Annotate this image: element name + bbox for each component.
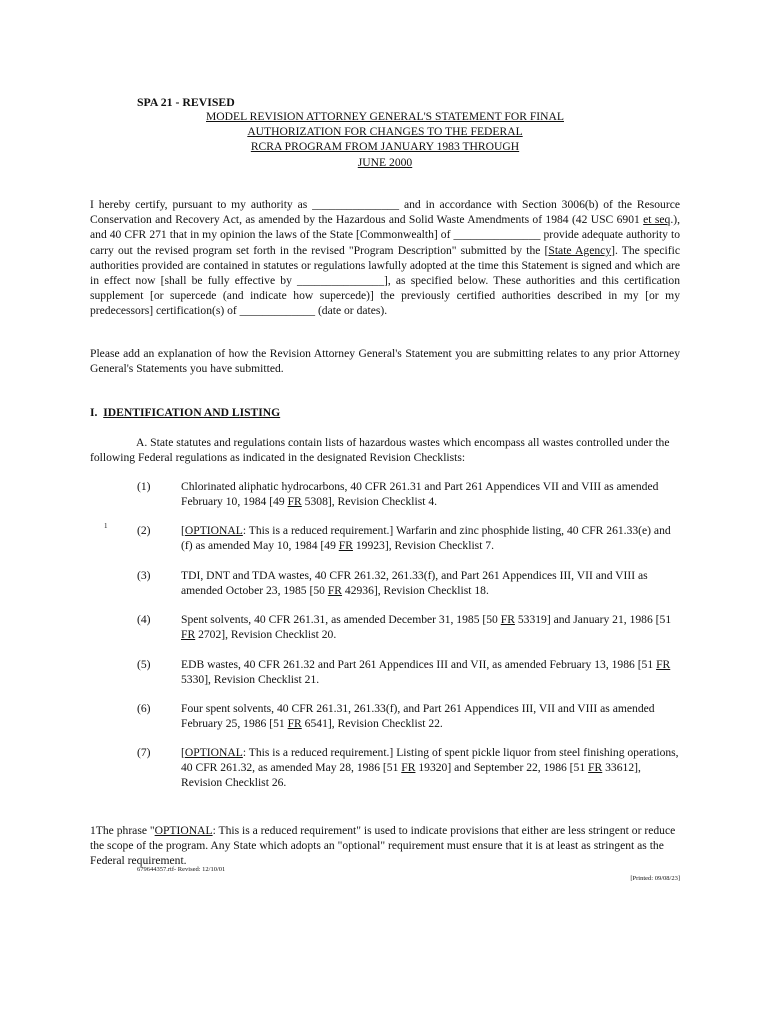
section-heading: I. IDENTIFICATION AND LISTING bbox=[90, 406, 281, 419]
document-id: 679644357.rtf- Revised: 12/10/01 bbox=[137, 866, 226, 873]
document-title bbox=[90, 109, 680, 170]
printed-date: [Printed: 09/08/23] bbox=[630, 875, 680, 882]
title-line: AUTHORIZATION FOR CHANGES TO THE FEDERAL bbox=[247, 125, 523, 139]
state-agency: State Agency bbox=[548, 243, 612, 257]
document-page: SPA 21 - REVISED MODEL REVISION ATTORNEY GENERAL'S STATEMENT FOR FINAL AUTHORIZATION FOR CHANGES TO THE FEDERAL RCRA PROGRAM FROM JANUARY 1983 THROUGH JUNE 2000 I hereby certify, pursuant to my authority as _______________ and in accordance with Section 3006(b) of the Resource Conservation and Recovery Act, as amended by the Hazardous and Solid Waste Amendments of 1984 (42 USC 6901 et seq.), and 40 CFR 271 that in my opinion the laws of the State [Commonwealth] of _______________ provide adequate authority to carry out the revised program set forth in the revised "Program Description" submitted by the [State Agency]. The specific authorities provided are contained in statutes or regulations lawfully adopted at the time this Statement is signed and which are in effect now [shall be fully effective by _______________], as specified below. These authorities and this certification supplement [or supercede (and indicate how supercede)] the previously certified authorities described in my [or my predecessors] certification(s) of _____________ (date or dates). Please add an explanation of how the Revision Attorney General's Statement you are submitting relates to any prior Attorney General's Statements you have submitted. I. IDENTIFICATION AND LISTING A. State statutes and regulations contain lists of hazardous wastes which encompass all wastes controlled under the following Federal regulations as indicated in the designated Revision Checklists: 1 (1) Chlorinated aliphatic hydrocarbons, 40 CFR 261.31 and Part 261 Appendices VII and VIII as amended February 10, 1984 [49 FR 5308], Revision Checklist 4. (2) [OPTIONAL: This is a reduced requirement.] Warfarin and zinc phosphide listing, 40 CFR 261.33(e) and (f) as amended May 10, 1984 [49 FR 19923], Revision Checklist 7. (3) TDI, DNT and TDA wastes, 40 CFR 261.32, 261.33(f), and Part 261 Appendices III, VII and VIII as amended October 23, 1985 [50 FR 42936], Revision Checklist 18. (4) Spent solvents, 40 CFR 261.31, as amended December 31, 1985 [50 FR 53319] and January 21, 1986 [51 FR 2702], Revision Checklist 20. (5) EDB wastes, 40 CFR 261.32 and Part 261 Appendices III and VII, as amended February 13, 1986 [51 FR 5330], Revision Checklist 21. (6) Four spent solvents, 40 CFR 261.31, 261.33(f), and Part 261 Appendices III, VII and VIII as amended February 25, 1986 [51 FR 6541], Revision Checklist 22. (7) [OPTIONAL: This is a reduced requirement.] Listing of spent pickle liquor from steel finishing operations, 40 CFR 261.32, as amended May 28, 1986 [51 FR 19320] and September 22, 1986 [51 FR 33612], Revision Checklist 26. 1The phrase "OPTIONAL: This is a reduced requirement" is used to indicate provisions that either are less stringent or reduce the scope of the program. Any State which adopts an "optional" requirement must ensure that it is at least as stringent as the Federal requirement. 679644357.rtf- Revised: 12/10/01 [Printed: 09/08/23] bbox=[90, 95, 681, 882]
title-line: JUNE 2000 bbox=[357, 155, 413, 169]
title-line: RCRA PROGRAM FROM JANUARY 1983 THROUGH bbox=[250, 140, 520, 154]
footnote-marker: 1 bbox=[104, 522, 108, 530]
certification-paragraph: I hereby certify, pursuant to my authority as _______________ and in accordance with Section 3006(b) of the Resource Conservation and Recovery Act, as amended by the Hazardous and Solid Waste Amendments of 1984 (42 USC 6901 et seq.), and 40 CFR 271 that in my opinion the laws of the State [Commonwealth] of _______________ provide adequate authority to carry out the revised program set forth in the revised "Program Description" submitted by the [State Agency]. The specific authorities provided are contained in statutes or regulations lawfully adopted at the time this Statement is signed and which are in effect now [shall be fully effective by _______________], as specified below. These authorities and this certification supplement [or supercede (and indicate how supercede)] the previously certified authorities described in my [or my predecessors] certification(s) of _____________ (date or dates). bbox=[90, 198, 681, 318]
subsection-a: A. State statutes and regulations contain lists of hazardous wastes which encompass all wastes controlled under the following Federal regulations as indicated in the designated Revision Checklists: bbox=[90, 436, 670, 465]
spa-label: SPA 21 - REVISED bbox=[137, 95, 235, 109]
title-line: MODEL REVISION ATTORNEY GENERAL'S STATEMENT FOR FINAL bbox=[206, 110, 564, 123]
explanation-paragraph: Please add an explanation of how the Revision Attorney General's Statement you are submitting relates to any prior Attorney General's Statements you have submitted. bbox=[90, 347, 680, 376]
footnote: 1The phrase "OPTIONAL: This is a reduced requirement" is used to indicate provisions that either are less stringent or reduce the scope of the program. Any State which adopts an "optional" requirement must ensure that it is at least as stringent as the Federal requirement. bbox=[90, 824, 676, 868]
et-seq: et seq bbox=[643, 213, 671, 227]
